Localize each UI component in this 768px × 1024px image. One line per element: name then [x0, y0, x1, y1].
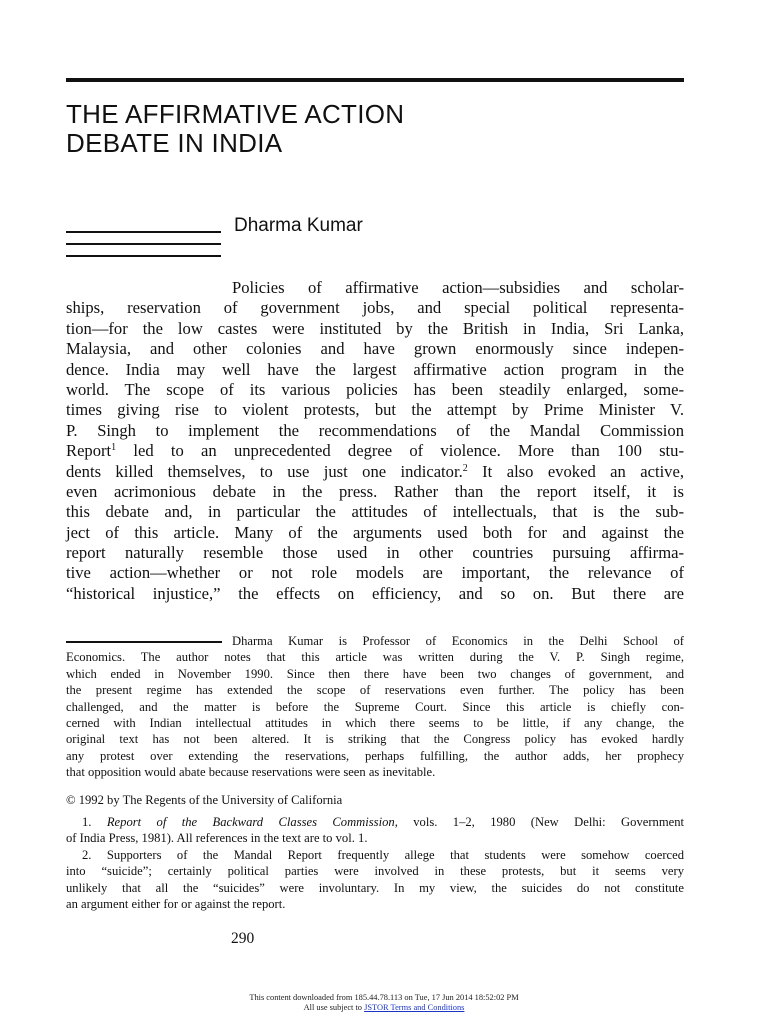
footnote-2-line: into “suicide”; certainly political parties were involved in these protests, but it seems very [66, 864, 684, 879]
body-line: ject of this article. Many of the arguments used both for and against the [66, 522, 684, 542]
body-line: Malaysia, and other colonies and have grown enormously since indepen- [66, 339, 684, 359]
body-text [66, 278, 684, 604]
body-line: “historical injustice,” the effects on efficiency, and so on. But there are [66, 583, 684, 603]
body-line-tail: It also evoked an active, [482, 461, 684, 481]
author-note-rule [66, 641, 222, 643]
download-notice-prefix: All use subject to [303, 1003, 362, 1012]
body-line: even acrimonious debate in the press. Rather than the report itself, it is [66, 481, 684, 501]
body-line-text: dents killed themselves, to use just one indicator. [66, 461, 463, 481]
author-note-line: the present regime has extended the scope of reservations even further. The policy has been [66, 683, 684, 698]
download-notice-line-2 [0, 1003, 768, 1013]
footnote-1-line [66, 814, 684, 830]
body-line: times giving rise to violent protests, but the attempt by Prime Minister V. [66, 400, 684, 420]
author-name: Dharma Kumar [234, 215, 363, 236]
footnote-2-line: 2. Supporters of the Mandal Report frequently allege that students were somehow coerced [82, 847, 684, 862]
author-note-text: Dharma Kumar is Professor of Economics in the Delhi School of [232, 634, 684, 648]
author-note-line: original text has not been altered. It is striking that the Congress policy has evoked hardly [66, 732, 684, 747]
footnote-2-line: an argument either for or against the report. [66, 896, 286, 911]
title-line-2: DEBATE IN INDIA [66, 128, 283, 158]
body-line: Policies of affirmative action—subsidies and scholar- [232, 278, 684, 297]
jstor-terms-link[interactable]: JSTOR Terms and Conditions [364, 1003, 465, 1012]
footnotes [66, 814, 684, 912]
author-note [66, 633, 684, 781]
download-notice-line-1: This content downloaded from 185.44.78.113 on Tue, 17 Jun 2014 18:52:02 PM [249, 993, 519, 1002]
body-line-with-footnote-1 [66, 441, 684, 461]
footnote-1-rest: , vols. 1–2, 1980 (New Delhi: Government [394, 815, 684, 829]
body-line: world. The scope of its various policies has been steadily enlarged, some- [66, 379, 684, 399]
download-notice [0, 993, 768, 1013]
body-line: ships, reservation of government jobs, and special political representa- [66, 298, 684, 318]
title-line-1: THE AFFIRMATIVE ACTION [66, 99, 405, 129]
author-note-line: any protest over extending the reservations, perhaps fulfilling, the author adds, her prophecy [66, 748, 684, 763]
author-decorative-rules [66, 231, 221, 267]
body-line: P. Singh to implement the recommendations of the Mandal Commission [66, 420, 684, 440]
body-line-text: led to an unprecedented degree of violence. More than 100 stu- [133, 441, 684, 461]
body-line: report naturally resemble those used in other countries pursuing affirma- [66, 543, 684, 563]
author-note-line: cerned with Indian intellectual attitudes in which there seems to be little, if any change, the [66, 715, 684, 730]
author-row [66, 214, 686, 264]
author-note-line: Economics. The author notes that this article was written during the V. P. Singh regime, [66, 650, 684, 665]
body-line: this debate and, in particular the attitudes of intellectuals, that is the sub- [66, 502, 684, 522]
author-note-line: challenged, and the matter is before the Supreme Court. Since this article is chiefly con- [66, 699, 684, 714]
page-number: 290 [231, 930, 255, 947]
report-word: Report [66, 441, 112, 461]
author-note-line: that opposition would abate because reservations were seen as inevitable. [66, 765, 436, 780]
footnote-ref-2: 2 [462, 462, 468, 474]
body-line: tion—for the low castes were instituted by the British in India, Sri Lanka, [66, 318, 684, 338]
top-rule [66, 78, 684, 82]
article-title [66, 100, 686, 158]
body-line-with-footnote-2 [66, 462, 684, 482]
author-note-line [66, 633, 684, 649]
body-line: tive action—whether or not role models are important, the relevance of [66, 563, 684, 583]
author-note-line: which ended in November 1990. Since then there have been two changes of government, and [66, 666, 684, 681]
footnote-2-line: unlikely that all the “suicides” were involuntary. In my view, the suicides do not constitute [66, 880, 684, 895]
body-line: dence. India may well have the largest affirmative action program in the [66, 359, 684, 379]
copyright-notice: © 1992 by The Regents of the University of California [66, 793, 343, 807]
footnote-ref-1: 1 [111, 442, 117, 454]
footnote-1-title: Report of the Backward Classes Commission [106, 815, 395, 829]
footnote-1-number: 1. [82, 815, 92, 829]
footnote-1-line: of India Press, 1981). All references in the text are to vol. 1. [66, 831, 368, 846]
